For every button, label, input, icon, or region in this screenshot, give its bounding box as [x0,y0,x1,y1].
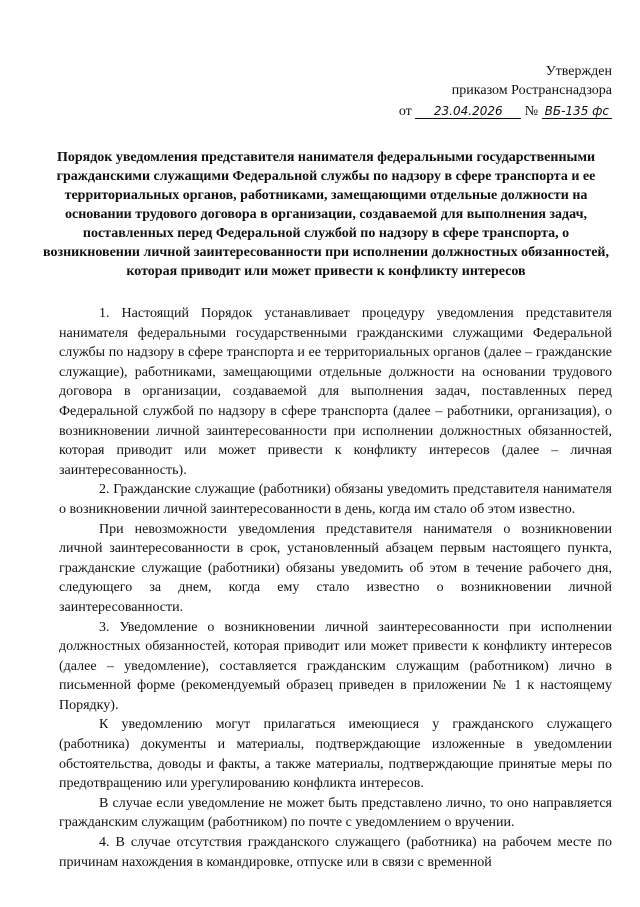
paragraph: 3. Уведомление о возникновении личной заинтересованности при исполнении должностных обязанностей, которая приводит или может привести к конфликту интересов (далее – уведомление), составляется гражданским служащим (работником) лично в письменной форме (рекомендуемый образец приведен в приложении № 1 к настоящему Порядку). [59,619,612,713]
paragraph: 4. В случае отсутствия гражданского служащего (работника) на рабочем месте по причинам нахождения в командировке, отпуске или в связи с временной [59,835,612,870]
approval-line-approved: Утвержден [545,64,612,79]
paragraph: К уведомлению могут прилагаться имеющиеся у гражданского служащего (работника) документы и материалы, подтверждающие изложенные в уведомлении обстоятельства, доводы и факты, а также материалы, подтверждающие принятые меры по предотвращению или урегулированию конфликта интересов. [59,717,612,792]
number-sign: № [524,104,539,119]
date-prefix: от [398,104,412,119]
handwritten-order-number: ВБ-135 фс [542,104,612,119]
approval-line-order: приказом Ространснадзора [451,83,612,98]
paragraph: В случае если уведомление не может быть представлено лично, то оно направляется гражданским служащим (работником) по почте с уведомлением о вручении. [59,795,612,831]
document-title: Порядок уведомления представителя нанимателя федеральными государственными гражданскими служащими Федеральной службы по надзору в сфере транспорта и ее территориальных органов, работниками, замещающими отдельные должности на основании трудового договора в организации, создаваемой для выполнения задач, поставленных перед Федеральной службой по надзору в сфере транспорта, о возникновении личной заинтересованности при исполнении должностных обязанностей, которая приводит или может привести к конфликту интересов [43,150,609,279]
approval-date-number-line [399,102,612,121]
paragraph: 1. Настоящий Порядок устанавливает процедуру уведомления представителя нанимателя федеральными государственными гражданскими служащими Федеральной службы по надзору в сфере транспорта и ее территориальных органов (далее – гражданские служащие), работниками, замещающими отдельные должности на основании трудового договора в организации, создаваемой для выполнения задач, поставленных перед Федеральной службой по надзору в сфере транспорта (далее – работники, организация), о возникновении личной заинтересованности при исполнении должностных обязанностей, которая приводит или может привести к конфликту интересов (далее – личная заинтересованность). [59,306,612,478]
approval-stamp-block [399,62,612,121]
handwritten-date: 23.04.2026 [415,104,521,119]
paragraph: 2. Гражданские служащие (работники) обязаны уведомить представителя нанимателя о возникновении личной заинтересованности в день, когда им стало об этом известно. [59,482,612,517]
paragraph: При невозможности уведомления представителя нанимателя о возникновении личной заинтересованности в срок, установленный абзацем первым настоящего пункта, гражданские служащие (работники) обязаны уведомить об этом в течение рабочего дня, следующего за днем, когда ему стало известно о возникновении личной заинтересованности. [59,521,612,615]
document-body [59,304,612,872]
